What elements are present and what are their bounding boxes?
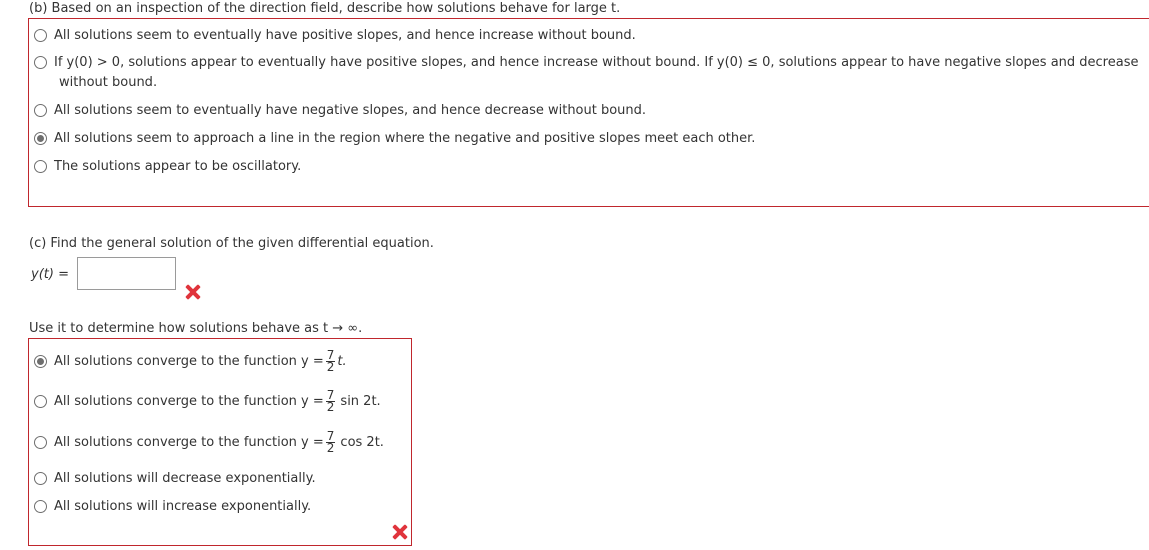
- fraction-denominator: 2: [326, 441, 335, 455]
- fraction-numerator: 7: [326, 388, 335, 402]
- fraction: [326, 431, 336, 454]
- part-b-question: (b) Based on an inspection of the direction field, describe how solutions behave for large t.: [29, 1, 621, 16]
- option-suffix: cos 2t.: [340, 435, 384, 450]
- option-label: The solutions appear to be oscillatory.: [54, 159, 302, 174]
- option-label: All solutions seem to eventually have negative slopes, and hence decrease without bound.: [54, 103, 647, 118]
- radio-icon[interactable]: [34, 395, 47, 408]
- radio-checked-icon[interactable]: [34, 355, 47, 368]
- radio-icon[interactable]: [34, 472, 47, 485]
- option-label: All solutions seem to eventually have positive slopes, and hence increase without bound.: [54, 28, 636, 43]
- fraction: [326, 390, 336, 413]
- general-solution-input[interactable]: [77, 257, 176, 290]
- option-label: All solutions will increase exponentially.: [54, 499, 312, 514]
- fraction: [326, 350, 336, 373]
- option-label-continued: without bound.: [59, 75, 158, 90]
- fraction-numerator: 7: [326, 429, 335, 443]
- part-b-option-5[interactable]: [34, 159, 301, 174]
- part-b-options-box: [28, 18, 1149, 207]
- part-c-options-box: [28, 338, 412, 546]
- option-prefix: All solutions converge to the function y =: [54, 354, 324, 369]
- part-c-option-4[interactable]: [34, 471, 316, 486]
- part-b-option-1[interactable]: [34, 28, 636, 43]
- fraction-denominator: 2: [326, 360, 335, 374]
- x-mark-icon: [185, 284, 201, 300]
- radio-icon[interactable]: [34, 29, 47, 42]
- part-c-option-3[interactable]: [34, 431, 384, 454]
- part-c-option-2[interactable]: [34, 390, 381, 413]
- radio-icon[interactable]: [34, 500, 47, 513]
- radio-icon[interactable]: [34, 160, 47, 173]
- radio-icon[interactable]: [34, 104, 47, 117]
- option-label: If y(0) > 0, solutions appear to eventually have positive slopes, and hence increase without bound. If y(0) ≤ 0, solutions appear to have negative slopes and decrease: [54, 55, 1139, 70]
- radio-icon[interactable]: [34, 436, 47, 449]
- option-prefix: All solutions converge to the function y =: [54, 394, 324, 409]
- fraction-denominator: 2: [326, 400, 335, 414]
- x-mark-icon: [392, 524, 408, 540]
- part-c-question: (c) Find the general solution of the given differential equation.: [29, 236, 434, 251]
- option-label: All solutions will decrease exponentially.: [54, 471, 316, 486]
- part-b-option-3[interactable]: [34, 103, 646, 118]
- option-prefix: All solutions converge to the function y =: [54, 435, 324, 450]
- radio-checked-icon[interactable]: [34, 132, 47, 145]
- option-suffix: t.: [337, 354, 347, 369]
- part-c-option-5[interactable]: [34, 499, 311, 514]
- option-suffix: sin 2t.: [340, 394, 381, 409]
- radio-icon[interactable]: [34, 56, 47, 69]
- option-label: All solutions seem to approach a line in the region where the negative and positive slopes meet each other.: [54, 131, 756, 146]
- follow-up-question: Use it to determine how solutions behave as t → ∞.: [29, 321, 363, 336]
- fraction-numerator: 7: [326, 348, 335, 362]
- answer-label: y(t) =: [31, 267, 69, 282]
- part-b-option-2[interactable]: [34, 55, 1138, 70]
- part-b-option-4[interactable]: [34, 131, 755, 146]
- part-c-option-1[interactable]: [34, 350, 347, 373]
